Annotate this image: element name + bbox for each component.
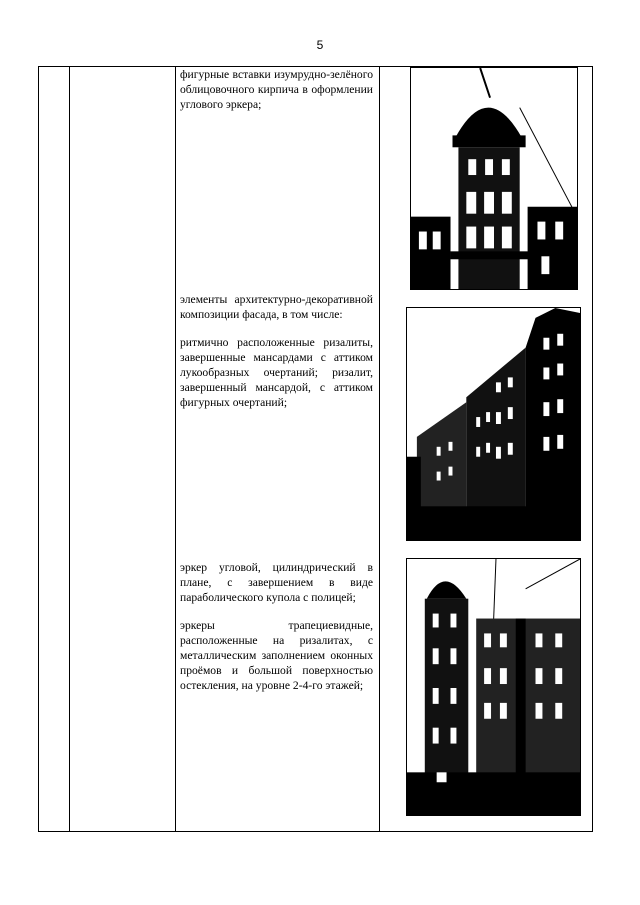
page-number: 5	[316, 38, 324, 52]
paragraph: эркер угловой, цилиндрический в плане, с завершением в виде параболического купола с полицей;	[180, 561, 373, 604]
facade-risalits-photo	[406, 307, 581, 541]
corner-bay-photo-image	[411, 68, 577, 289]
facade-risalits-photo-image	[407, 308, 580, 540]
corner-dome-bays-photo	[406, 558, 581, 816]
row-1-text	[180, 67, 373, 125]
paragraph: эркеры трапециевидные, расположенные на ризалитах, с металлическим заполнением оконных проёмов и большой поверхностью остекления, на уровне 2-4-го этажей;	[180, 619, 373, 692]
paragraph: ритмично расположенные ризалиты, завершенные мансардами с аттиком лукообразных очертаний; ризалит, завершенный мансардой, с аттиком фигурных очертаний;	[180, 336, 373, 409]
paragraph: фигурные вставки изумрудно-зелёного облицовочного кирпича в оформлении углового эркера;	[180, 68, 373, 111]
row-3-text	[180, 560, 373, 706]
corner-dome-bays-photo-image	[407, 559, 580, 815]
column-divider	[175, 67, 176, 831]
column-divider	[69, 67, 70, 831]
column-divider	[379, 67, 380, 831]
paragraph: элементы архитектурно-декоративной композиции фасада, в том числе:	[180, 293, 373, 321]
corner-bay-photo	[410, 67, 578, 290]
row-2-text	[180, 292, 373, 423]
